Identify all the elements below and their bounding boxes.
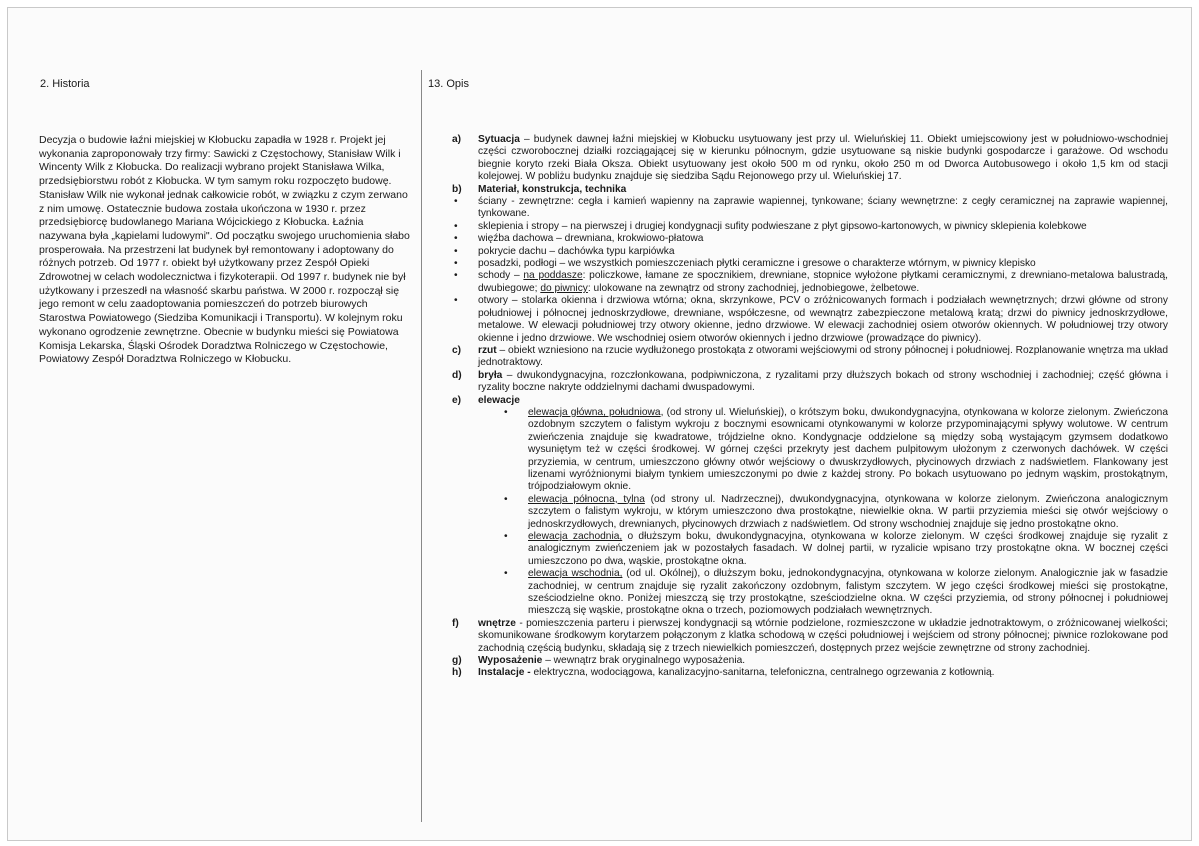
- list-item: • posadzki, podłogi – we wszystkich pomieszczeniach płytki ceramiczne i gresowe o charakterze wtórnym, w piwnicy klepisko: [452, 258, 1168, 270]
- section-label: Wyposażenie: [478, 655, 543, 667]
- list-item: • ściany - zewnętrzne: cegła i kamień wapienny na zaprawie wapiennej, tynkowane; ściany wewnętrzne: z cegły ceramicznej na zaprawie wapiennej, tynkowane.: [452, 196, 1168, 221]
- section-text: - pomieszczenia parteru i pierwszej kondygnacji są wtórnie podzielone, rozmieszczone w układzie jednotraktowym, o zróżnicowanej wielkości; skomunikowane środkowym korytarzem połączonym z klatka schodową w części południowej i wejściem od strony północnej; piwnice rozlokowane pod zachodnią częścią budynku, składają się z trzech niewielkich pomieszczeń, dostępnych przez wejście zewnętrzne od strony zachodniej.: [478, 617, 1168, 654]
- elevation-text: o dłuższym boku, dwukondygnacyjna, otynkowana w kolorze zielonym. W części środkowej znajduje się ryzalit z analogicznym zwieńczeniem jak w pozostałych fasadach. W dolnej partii, w ryzalicie wpisano trzy prostokątne okna. W bocznej części umieszczono po dwa, wąskie, prostokątne okna.: [528, 531, 1168, 567]
- section-label: Materiał, konstrukcja, technika: [478, 183, 627, 195]
- stairs-basement-label: do piwnicy: [540, 282, 588, 294]
- section-h-instalacje: [452, 667, 1168, 679]
- list-item: • sklepienia i stropy – na pierwszej i drugiej kondygnacji sufity podwieszane z płyt gipsowo-kartonowych, w piwnicy sklepienia kolebkowe: [452, 221, 1168, 233]
- description-column: [452, 134, 1168, 680]
- elevation-item-south: [452, 407, 1168, 494]
- material-list: [452, 196, 1168, 345]
- history-paragraph: Decyzja o budowie łaźni miejskiej w Kłobucku zapadła w 1928 r. Projekt jej wykonania zaproponowały trzy firmy: Sawicki z Częstochowy, Stanisław Wilk i Wincenty Wilk z Kłobucka. Do realizacji wybrano projekt Stanisława Wilka, przedsiębiorstwu robót z Kłobucka. W tym samym roku rozpoczęto budowę. Stanisław Wilk nie wykonał jednak całkowicie robót, w związku z czym zerwano z nim umowę. Ostatecznie budowa została ukończona w 1930 r. przez przedsiębiorcę budowlanego Mariana Wójcickiego z Kłobucka. Łaźnia nazywana była „kąpielami ludowymi". Od początku swojego uruchomienia słabo prosperowała. Na przestrzeni lat budynek był remontowany i adoptowany do różnych potrzeb. Od 1977 r. obiekt był użytkowany przez Zespół Opieki Zdrowotnej w celach wodolecznictwa i fizykoterapii. Od 1997 r. budynek nie był użytkowany i przeszedł na własność skarbu państwa. W 2000 r. rozpoczął się jego remont w celu zaadoptowania pomieszczeń do potrzeb biurowych Starostwa Powiatowego (Siedziba Komunikacji i Transportu). W kolejnym roku wykonano ogrodzenie zewnętrzne. Obecnie w budynku mieści się Powiatowa Komisja Lekarska, Śląski Ośrodek Doradztwa Rolniczego w Częstochowie, Powiatowy Zespół Doradztwa Rolniczego w Kłobucku.: [39, 134, 410, 366]
- section-letter: h): [452, 667, 462, 679]
- section-label: bryła: [478, 369, 503, 381]
- elevation-item-east: [452, 568, 1168, 618]
- elevation-text: (od ul. Okólnej), o dłuższym boku, jednokondygnacyjna, otynkowana w kolorze zielonym. Analogicznie jak w fasadzie zachodniej, w centrum znajduje się ryzalit zakończony ozdobnym, falistym szczytem. W jego części środkowej mieści się prostokątne, sześciodzielne okno. Poniżej mieszczą się trzy prostokątne, sześciodzielne okna. W części przyziemia, od strony północnej i południowej mieszczą się wąskie, prostokątne okna o trzech, poziomowych podziałach wewnętrznych.: [528, 568, 1168, 617]
- history-column: [39, 134, 411, 367]
- section-label: elewacje: [478, 394, 520, 406]
- section-text: – obiekt wzniesiono na rzucie wydłużonego prostokąta z otworami wejściowymi od strony północnej i południowej. Rozplanowanie wnętrza ma układ jednotraktowy.: [478, 344, 1168, 369]
- column-divider: [421, 70, 422, 822]
- elevation-title: elewacja zachodnia,: [528, 531, 623, 542]
- section-d-bryla: [452, 370, 1168, 395]
- section-f-wnetrze: [452, 618, 1168, 655]
- list-item-openings: • otwory – stolarka okienna i drzwiowa wtórna; okna, skrzynkowe, PCV o zróżnicowanych formach i podziałach wewnętrznych; drzwi główne od strony południowej i północnej jednoskrzydłowe, drewniane, współczesne, od wewnątrz zabezpieczone metalową kratą; drzwi do piwnicy jednoskrzydłowe, metalowe. W elewacji południowej trzy otwory okienne, jedno drzwiowe. W elewacji zachodniej osiem otworów okiennych. W południowej trzy otwory okienne i jedno drzwiowe. We wschodniej osiem otworów okiennych i jedno drzwiowe (prowadzące do piwnicy).: [452, 295, 1168, 345]
- section-letter: f): [452, 617, 459, 629]
- stairs-intro: schody –: [478, 270, 524, 282]
- stairs-basement-text: : ulokowane na zewnątrz od strony zachodniej, jednobiegowe, żelbetowe.: [587, 282, 920, 294]
- list-item: • pokrycie dachu – dachówka typu karpiówka: [452, 246, 1168, 258]
- stairs-attic-text: : policzkowe, łamane ze spocznikiem, drewniane, stopnice wyłożone płytkami ceramicznymi, z drewniano-metalowa balustradą, dwubiegowe;: [478, 270, 1168, 294]
- section-text: – dwukondygnacyjna, rozczłonkowana, podpiwniczona, z ryzalitami przy dłuższych bokach od strony wschodniej i zachodniej; część główna i ryzality boczne nakryte oddzielnymi dachami dwuspadowymi.: [478, 369, 1168, 394]
- section-letter: e): [452, 394, 462, 406]
- section-b-material: [452, 184, 1168, 196]
- section-a-sytuacja: [452, 134, 1168, 184]
- elevation-title: elewacja główna, południowa: [528, 406, 661, 418]
- section-letter: b): [452, 183, 462, 195]
- stairs-attic-label: na poddasze: [523, 270, 583, 282]
- section-label: wnętrze: [478, 617, 516, 629]
- section-label: Instalacje -: [478, 667, 531, 679]
- section-text: – wewnątrz brak oryginalnego wyposażenia.: [542, 655, 746, 667]
- section-text: – budynek dawnej łaźni miejskiej w Kłobucku usytuowany jest przy ul. Wieluńskiej 11. Obiekt umiejscowiony jest w południowo-wschodniej części czworobocznej działki rozciągającej się w kierunku północnym, gdzie usytuowane są niskie budynki gospodarcze i garażowe. Od wschodu biegnie koryto rzeki Biała Oksza. Obiekt usytuowany jest około 500 m od rynku, około 250 m od Dworca Autobusowego i około 1,5 km od stacji kolejowej. W pobliżu budynku znajduje się siedziba Sądu Rejonowego przy ul. Wieluńskiej 17.: [478, 134, 1168, 183]
- elevation-title: elewacja północna, tylna: [528, 493, 645, 505]
- section-letter: d): [452, 369, 462, 381]
- section-c-rzut: [452, 345, 1168, 370]
- section-e-elewacje: [452, 395, 1168, 407]
- elevation-title: elewacja wschodnia,: [528, 568, 623, 580]
- elevations-list: [452, 407, 1168, 618]
- elevation-item-north: [452, 494, 1168, 531]
- section-heading-historia: 2. Historia: [40, 78, 90, 90]
- section-label: rzut: [478, 344, 497, 356]
- section-letter: a): [452, 134, 462, 145]
- document-page: [7, 7, 1192, 841]
- list-item-stairs: [452, 270, 1168, 295]
- elevation-text: (od strony ul. Nadrzecznej), dwukondygnacyjna, otynkowana w kolorze zielonym. Zwieńczona analogicznym szczytem o falistym wykroju, w którym umieszczono dwa prostokątne, niewielkie okna. W partii przyziemia mieści się otwór wejściowy o jednoskrzydłowych, drewnianych, płycinowych drzwiach z nadświetlem. Od strony wschodniej znajduje się jedno prostokątne okno.: [528, 493, 1168, 530]
- section-text: elektryczna, wodociągowa, kanalizacyjno-sanitarna, telefoniczna, centralnego ogrzewania z kotłownią.: [530, 667, 995, 679]
- section-g-wyposazenie: [452, 655, 1168, 667]
- section-label: Sytuacja: [478, 134, 520, 145]
- section-letter: g): [452, 655, 462, 667]
- section-letter: c): [452, 344, 462, 356]
- list-item: • więźba dachowa – drewniana, krokwiowo-płatowa: [452, 233, 1168, 245]
- elevation-item-west: [452, 531, 1168, 568]
- section-heading-opis: 13. Opis: [428, 78, 469, 90]
- elevation-text: , (od strony ul. Wieluńskiej), o krótszym boku, dwukondygnacyjna, otynkowana w kolorze zielonym. Zwieńczona ozdobnym szczytem o falistym wykroju z bocznymi esownicami otynkowanymi w kolorze przypominającymi spływy wolutowe. W centrum zwieńczenia znajduje się kwadratowe, trójdzielne okno. Kondygnacje oddzielone są między sobą wystającym gzymsem dodatkowo wysuniętym też w części środkowej. W górnej części przekryty jest dachem pulpitowym ułożonym z czerwonych dachówek. W części przyziemia, w centrum, umieszczono główny otwór wejściowy o dwuskrzydłowych, płycinowych drzwiach z nadświetlem. Flankowany jest lizenami wyróżnionymi białym tynkiem umieszczonymi po dwie z każdej strony. Po bokach usytuowano po jednym wąskim, prostokątnym, trójpodziałowym oknie.: [528, 406, 1169, 493]
